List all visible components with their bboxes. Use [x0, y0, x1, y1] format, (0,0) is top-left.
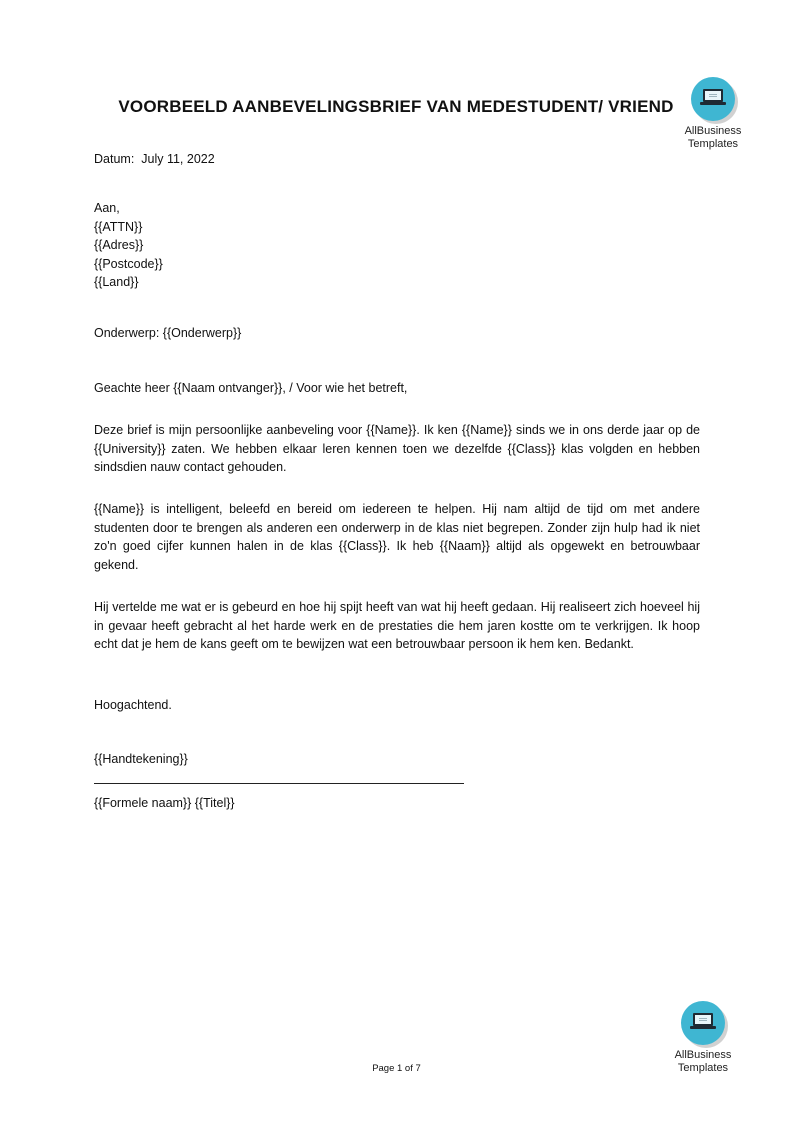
- recipient-address: {{Adres}}: [94, 238, 144, 252]
- salutation: Geachte heer {{Naam ontvanger}}, / Voor wie het betreft,: [94, 381, 408, 395]
- date-value: July 11, 2022: [141, 152, 215, 166]
- page-number: Page 1 of 7: [372, 1063, 421, 1074]
- recipient-greeting: Aan,: [94, 201, 120, 215]
- logo-line-1: AllBusiness: [674, 1049, 732, 1061]
- paragraph-3: Hij vertelde me wat er is gebeurd en hoe hij spijt heeft van wat hij heeft gedaan. Hij realiseert zich hoeveel hij in gevaar heeft gebracht al het harde werk en de prestaties die hem jaren kostte om te verkrijgen. Ik hoop echt dat je hem de kans geeft om te bewijzen wat een betrouwbaar persoon ik hem ken. Bedankt.: [94, 600, 700, 651]
- formal-name: {{Formele naam}} {{Titel}}: [94, 796, 235, 810]
- date-label: Datum:: [94, 152, 135, 166]
- logo-text: [673, 125, 753, 151]
- signature-placeholder: {{Handtekening}}: [94, 752, 188, 766]
- paragraph-1: Deze brief is mijn persoonlijke aanbeveling voor {{Name}}. Ik ken {{Name}} sinds we in ons derde jaar op de {{University}} zaten. We hebben elkaar leren kennen toen we dezelfde {{Class}} klas volgden en hebben sindsdien nauw contact gehouden.: [94, 423, 700, 474]
- date-line: [94, 150, 700, 169]
- recipient-block: [94, 199, 700, 292]
- logo-badge: [681, 1001, 725, 1045]
- laptop-icon: [700, 88, 726, 108]
- logo-badge: [691, 77, 735, 121]
- subject-line: Onderwerp: {{Onderwerp}}: [94, 326, 242, 340]
- logo-line-1: AllBusiness: [684, 125, 742, 137]
- recipient-postcode: {{Postcode}}: [94, 256, 163, 271]
- laptop-icon: [690, 1012, 716, 1032]
- recipient-country: {{Land}}: [94, 275, 139, 289]
- document-title: VOORBEELD AANBEVELINGSBRIEF VAN MEDESTUDENT/ VRIEND: [118, 97, 674, 116]
- logo-line-2: Templates: [687, 138, 739, 150]
- recipient-attn: {{ATTN}}: [94, 219, 143, 234]
- logo-line-2: Templates: [677, 1062, 729, 1074]
- allbusiness-logo-top: [673, 77, 753, 151]
- signature-line: [94, 783, 464, 784]
- paragraph-2: {{Name}} is intelligent, beleefd en bereid om iedereen te helpen. Hij nam altijd de tijd om met andere studenten door te brengen als anderen een onderwerp in de klas niet begrepen. Zonder zijn hulp had ik niet zo'n goed cijfer kunnen halen in de klas {{Class}}. Ik heb {{Naam}} altijd als opgewekt en betrouwbaar gekend.: [94, 502, 700, 572]
- closing: Hoogachtend.: [94, 698, 172, 712]
